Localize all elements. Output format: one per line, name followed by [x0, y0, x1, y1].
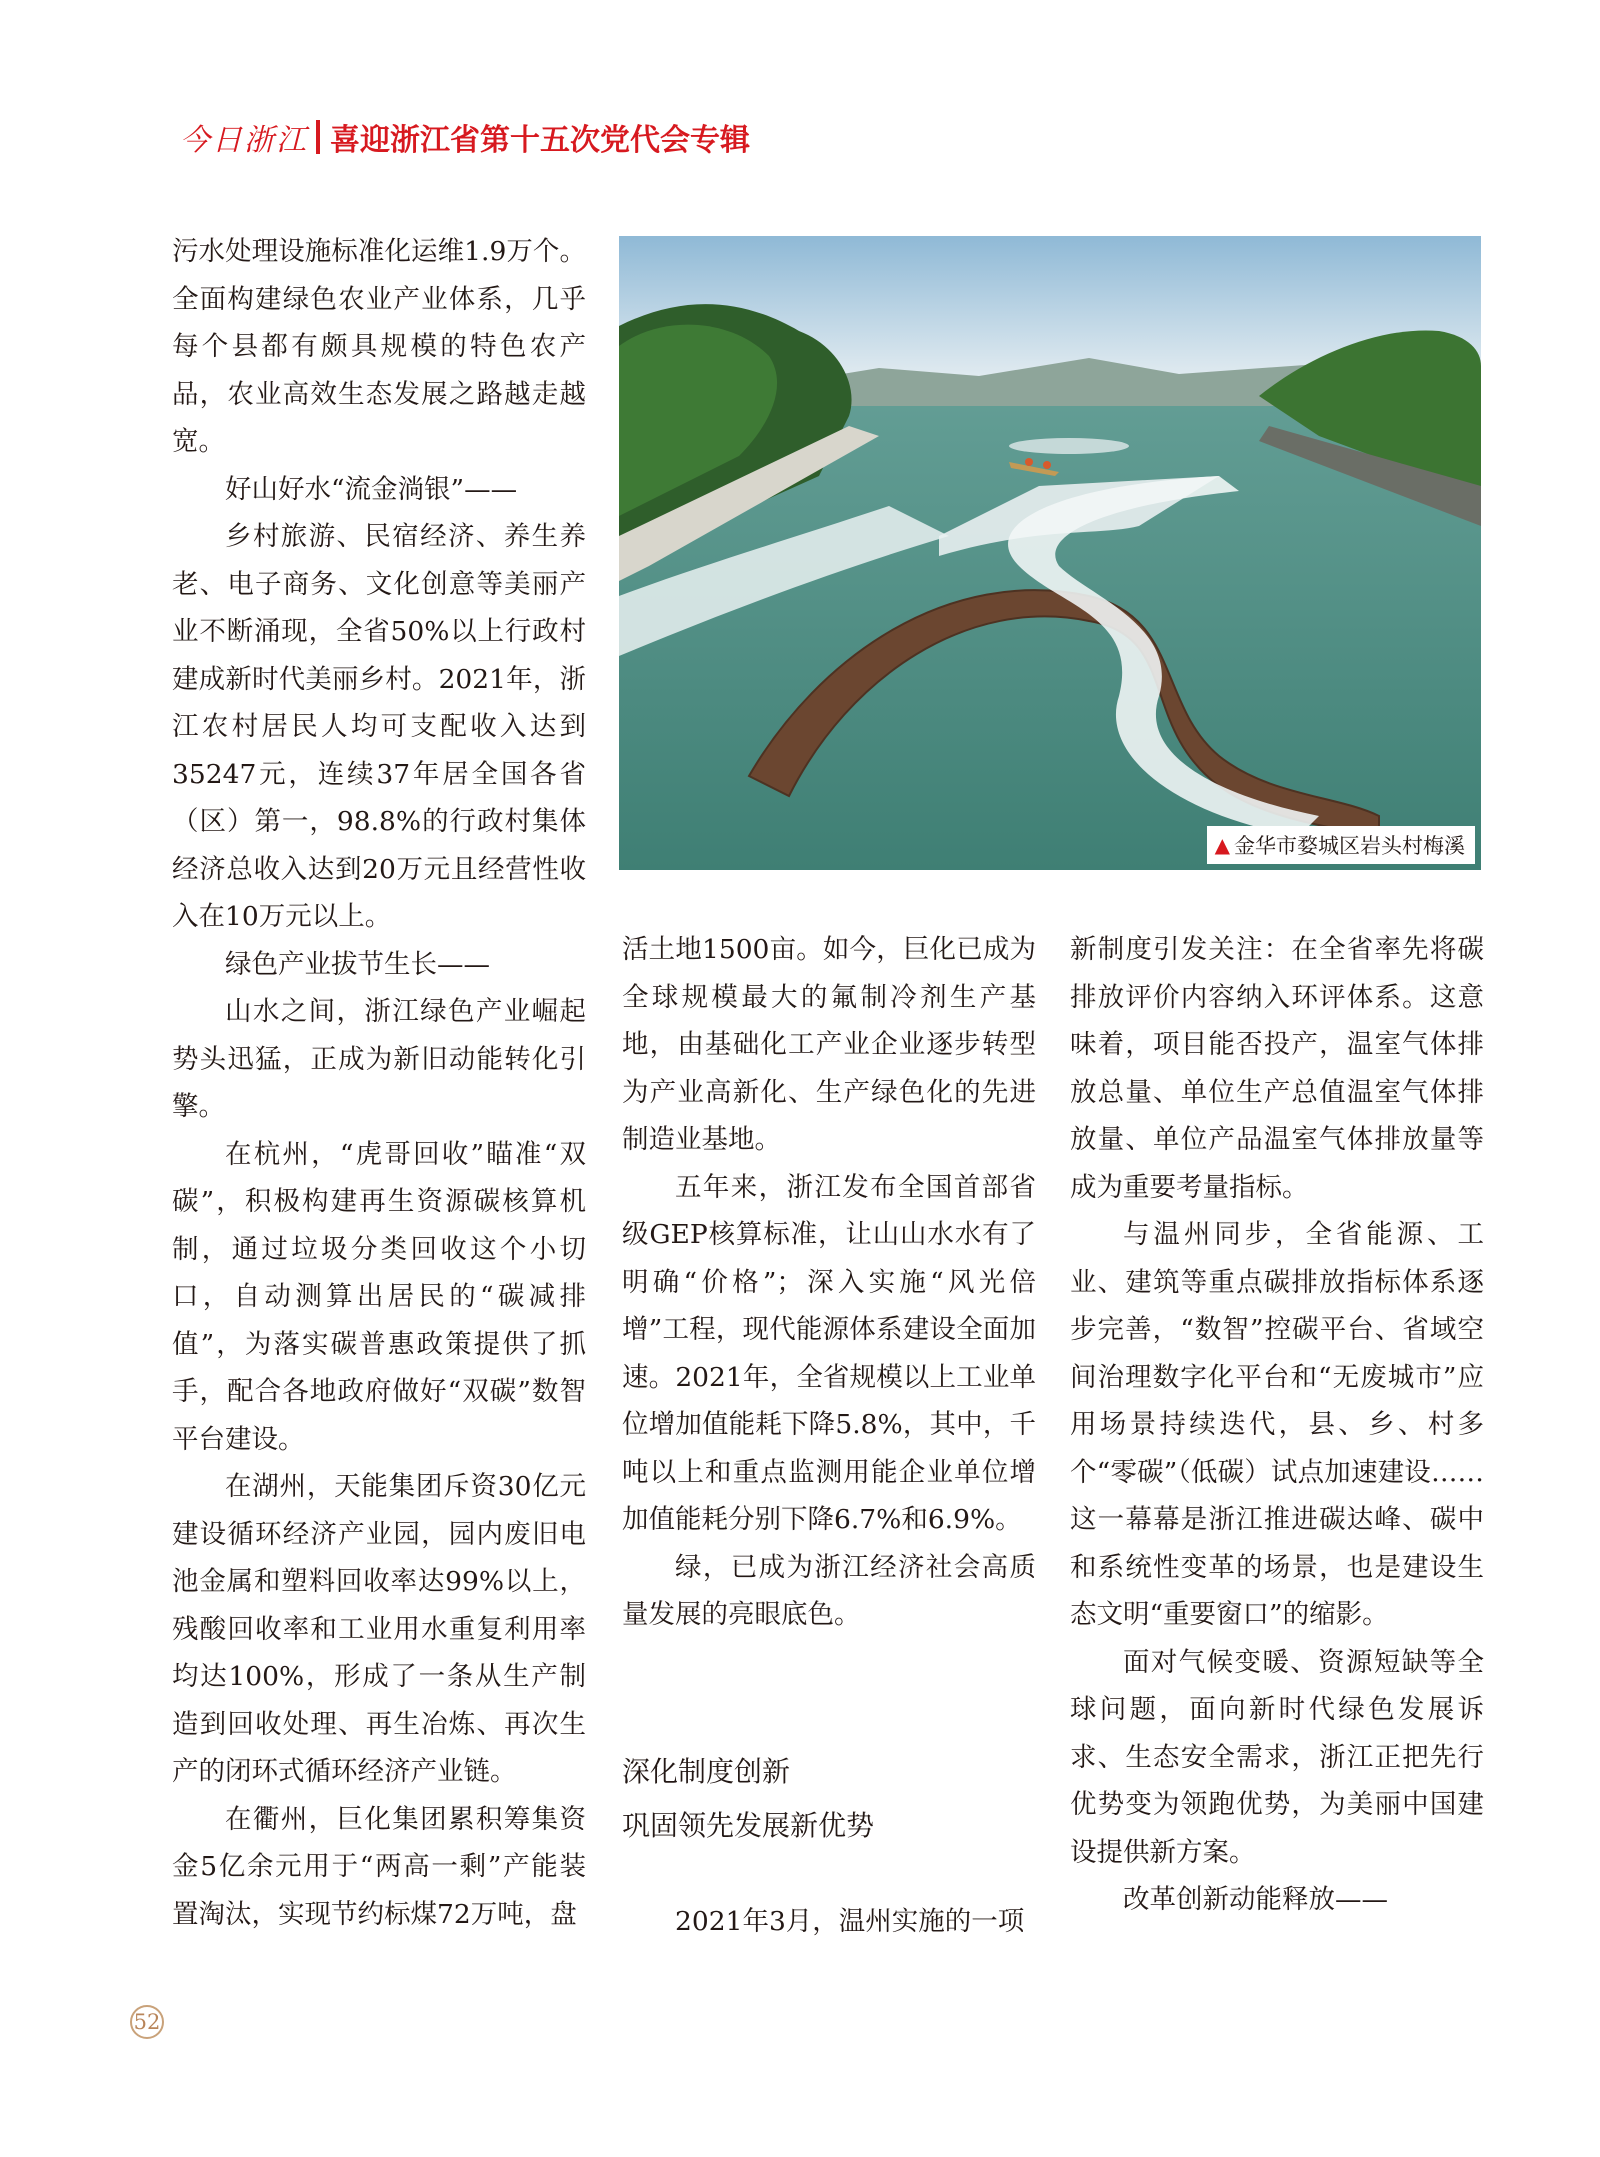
paragraph: 五年来，浙江发布全国首部省级GEP核算标准，让山山水水有了明确“价格”；深入实施“风光倍增”工程，现代能源体系建设全面加速。2021年，全省规模以上工业单位增加值能耗下降5.8%，其中，千吨以上和重点监测用能企业单位增加值能耗分别下降6.7%和6.9%。 [622, 1171, 1036, 1535]
section-lead: 好山好水“流金淌银”—— [225, 473, 518, 505]
paragraph: 在衢州，巨化集团累积筹集资金5亿余元用于“两高一剩”产能装置淘汰，实现节约标煤72万吨，盘 [172, 1803, 586, 1930]
subheading-line-1: 深化制度创新 [622, 1755, 791, 1788]
header-divider [316, 120, 320, 154]
paragraph: 2021年3月，温州实施的一项 [675, 1906, 1025, 1937]
page-number: 52 [130, 2005, 164, 2039]
magazine-logo: 今日浙江 [180, 123, 308, 158]
paragraph: 在杭州，“虎哥回收”瞄准“双碳”，积极构建再生资源碳核算机制，通过垃圾分类回收这个小切口，自动测算出居民的“碳减排值”，为落实碳普惠政策提供了抓手，配合各地政府做好“双碳”数智平台建设。 [172, 1138, 586, 1455]
subheading-line-2: 巩固领先发展新优势 [622, 1809, 875, 1842]
section-lead: 改革创新动能释放—— [1123, 1884, 1388, 1915]
paragraph: 山水之间，浙江绿色产业崛起势头迅猛，正成为新旧动能转化引擎。 [172, 996, 586, 1122]
river-photo [619, 236, 1481, 870]
river-photo-illustration [619, 236, 1481, 870]
article-column-1 [172, 228, 586, 1938]
caption-triangle-icon: ▲ [1214, 833, 1230, 857]
article-column-3 [1070, 926, 1484, 1924]
paragraph: 在湖州，天能集团斥资30亿元建设循环经济产业园，园内废旧电池金属和塑料回收率达99%以上，残酸回收率和工业用水重复利用率均达100%，形成了一条从生产制造到回收处理、再生冶炼、再次生产的闭环式循环经济产业链。 [172, 1471, 586, 1787]
article-column-2-continued [622, 1898, 1036, 1946]
paragraph: 活土地1500亩。如今，巨化已成为全球规模最大的氟制冷剂生产基地，由基础化工产业企业逐步转型为产业高新化、生产绿色化的先进制造业基地。 [622, 934, 1036, 1155]
page-header [180, 112, 750, 162]
article-column-2 [622, 926, 1036, 1639]
paragraph: 新制度引发关注：在全省率先将碳排放评价内容纳入环评体系。这意味着，项目能否投产，温室气体排放总量、单位生产总值温室气体排放量、单位产品温室气体排放量等成为重要考量指标。 [1070, 934, 1484, 1203]
paragraph: 污水处理设施标准化运维1.9万个。全面构建绿色农业产业体系，几乎每个县都有颇具规模的特色农产品，农业高效生态发展之路越走越宽。 [172, 236, 586, 457]
header-title: 喜迎浙江省第十五次党代会专辑 [330, 123, 750, 158]
photo-caption [1207, 826, 1475, 864]
section-subheading [622, 1745, 874, 1853]
paragraph: 绿，已成为浙江经济社会高质量发展的亮眼底色。 [622, 1551, 1036, 1630]
paragraph: 面对气候变暖、资源短缺等全球问题，面向新时代绿色发展诉求、生态安全需求，浙江正把先行优势变为领跑优势，为美丽中国建设提供新方案。 [1070, 1646, 1484, 1868]
section-lead: 绿色产业拔节生长—— [225, 948, 490, 980]
paragraph: 乡村旅游、民宿经济、养生养老、电子商务、文化创意等美丽产业不断涌现，全省50%以上行政村建成新时代美丽乡村。2021年，浙江农村居民人均可支配收入达到35247元，连续37年居全国各省（区）第一，98.8%的行政村集体经济总收入达到20万元且经营性收入在10万元以上。 [172, 521, 586, 932]
photo-caption-text: 金华市婺城区岩头村梅溪 [1234, 834, 1465, 858]
paragraph: 与温州同步，全省能源、工业、建筑等重点碳排放指标体系逐步完善，“数智”控碳平台、省域空间治理数字化平台和“无废城市”应用场景持续迭代，县、乡、村多个“零碳”（低碳）试点加速建设……这一幕幕是浙江推进碳达峰、碳中和系统性变革的场景，也是建设生态文明“重要窗口”的缩影。 [1070, 1219, 1484, 1630]
